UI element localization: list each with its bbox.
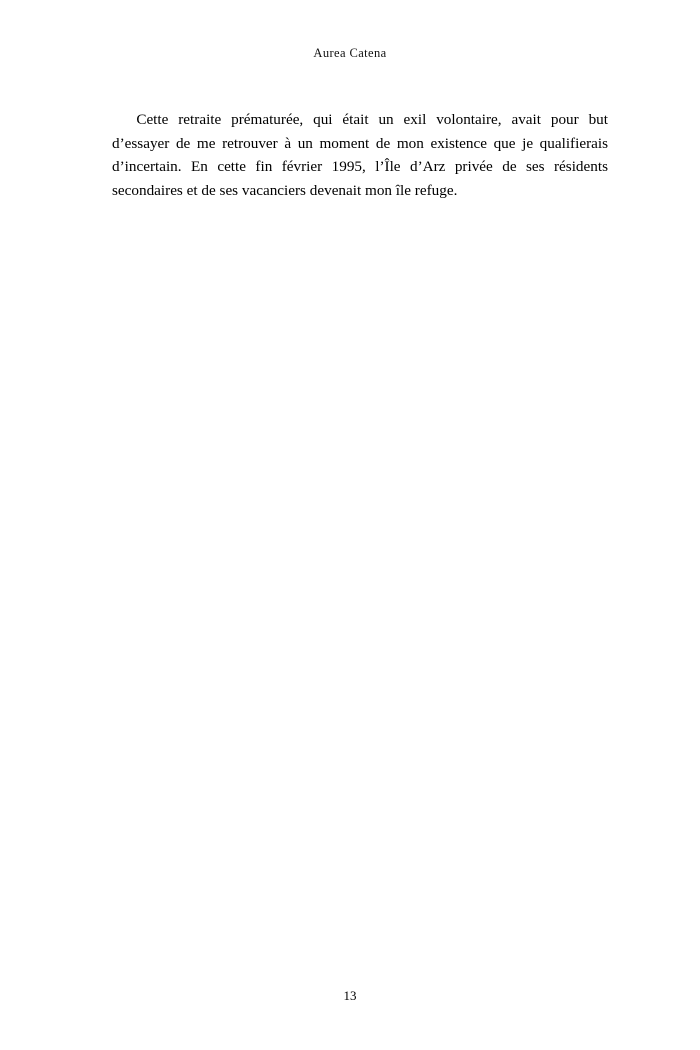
paragraph: Cette retraite prématurée, qui était un exil volontaire, avait pour but d’essayer de me retrouver à un moment de mon existence que je qualifierais d’incertain. En cette fin février 1995, l’Île d’Arz privée de ses résidents secondaires et de ses vacanciers devenait mon île refuge. bbox=[112, 111, 608, 199]
running-head: Aurea Catena bbox=[313, 46, 387, 60]
body-text-block bbox=[112, 108, 608, 202]
page-number: 13 bbox=[343, 988, 357, 1003]
